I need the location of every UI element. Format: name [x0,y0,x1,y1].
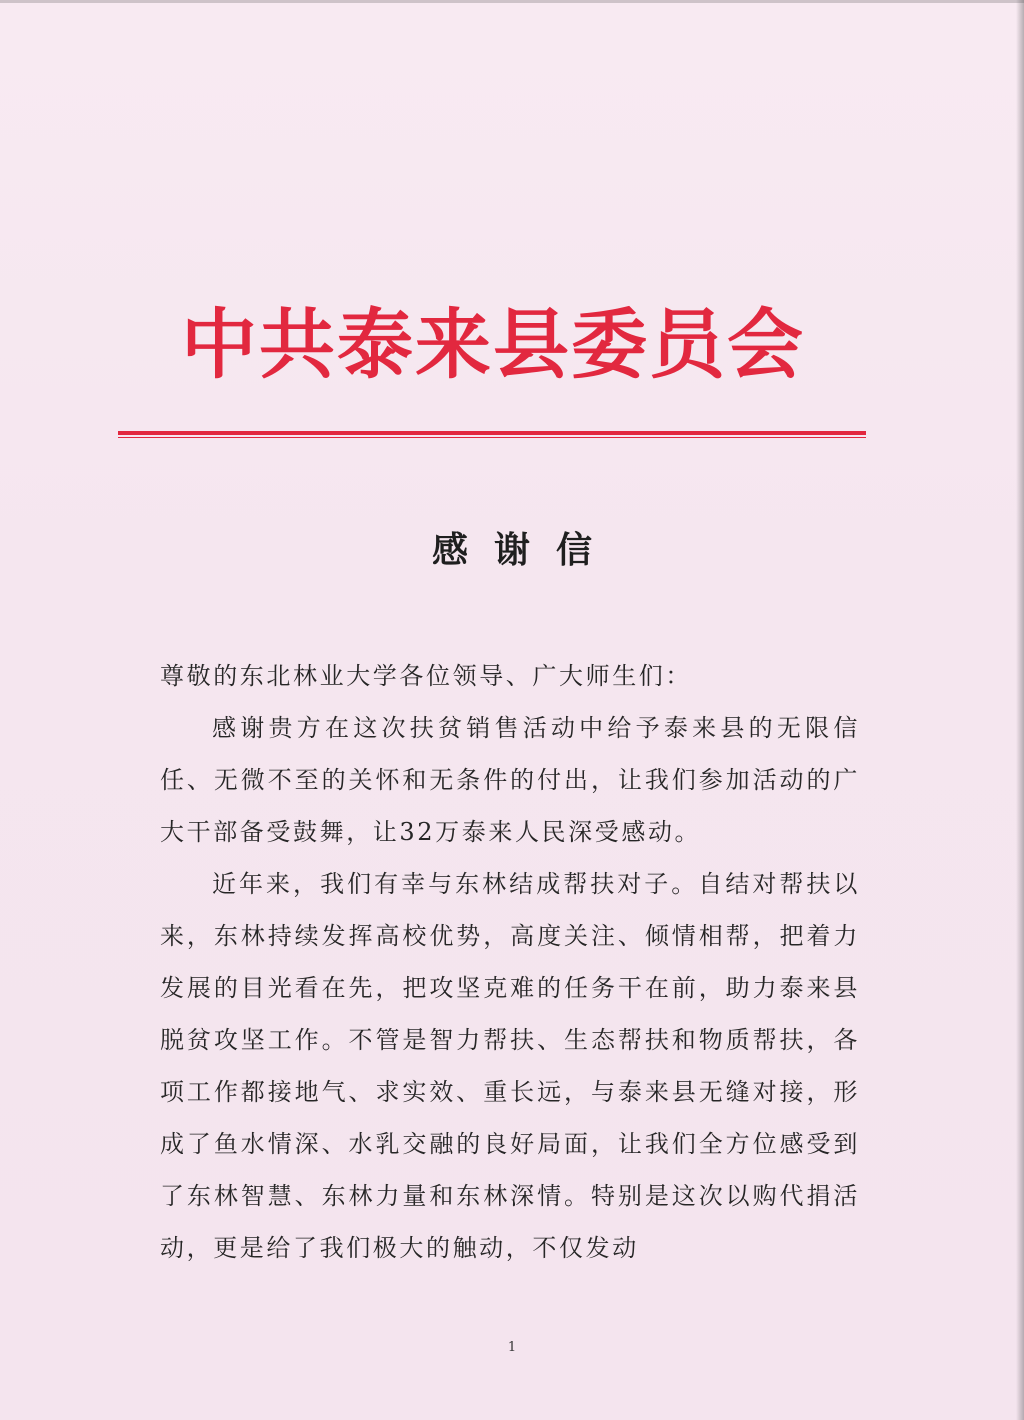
scan-edge-right [1016,0,1024,1420]
paragraph-2: 近年来，我们有幸与东林结成帮扶对子。自结对帮扶以来，东林持续发挥高校优势，高度关注、倾情相帮，把着力发展的目光看在先，把攻坚克难的任务干在前，助力泰来县脱贫攻坚工作。不管是智力帮扶、生态帮扶和物质帮扶，各项工作都接地气、求实效、重长远，与泰来县无缝对接，形成了鱼水情深、水乳交融的良好局面，让我们全方位感受到了东林智慧、东林力量和东林深情。特别是这次以购代捐活动，更是给了我们极大的触动，不仅发动 [160,870,860,1262]
page-number: 1 [507,1340,517,1355]
letterhead-red-rule-thin [118,437,866,438]
paragraph-1: 感谢贵方在这次扶贫销售活动中给予泰来县的无限信任、无微不至的关怀和无条件的付出，让我们参加活动的广大干部备受鼓舞，让32万泰来人民深受感动。 [160,714,860,846]
letter-body [160,650,860,1274]
letterhead-red-rule [118,431,866,435]
salutation: 尊敬的东北林业大学各位领导、广大师生们： [160,662,692,690]
document-title: 感谢信 [431,529,618,571]
letterhead-title: 中共泰来县委员会 [181,300,805,389]
scan-edge-top [0,0,1024,3]
